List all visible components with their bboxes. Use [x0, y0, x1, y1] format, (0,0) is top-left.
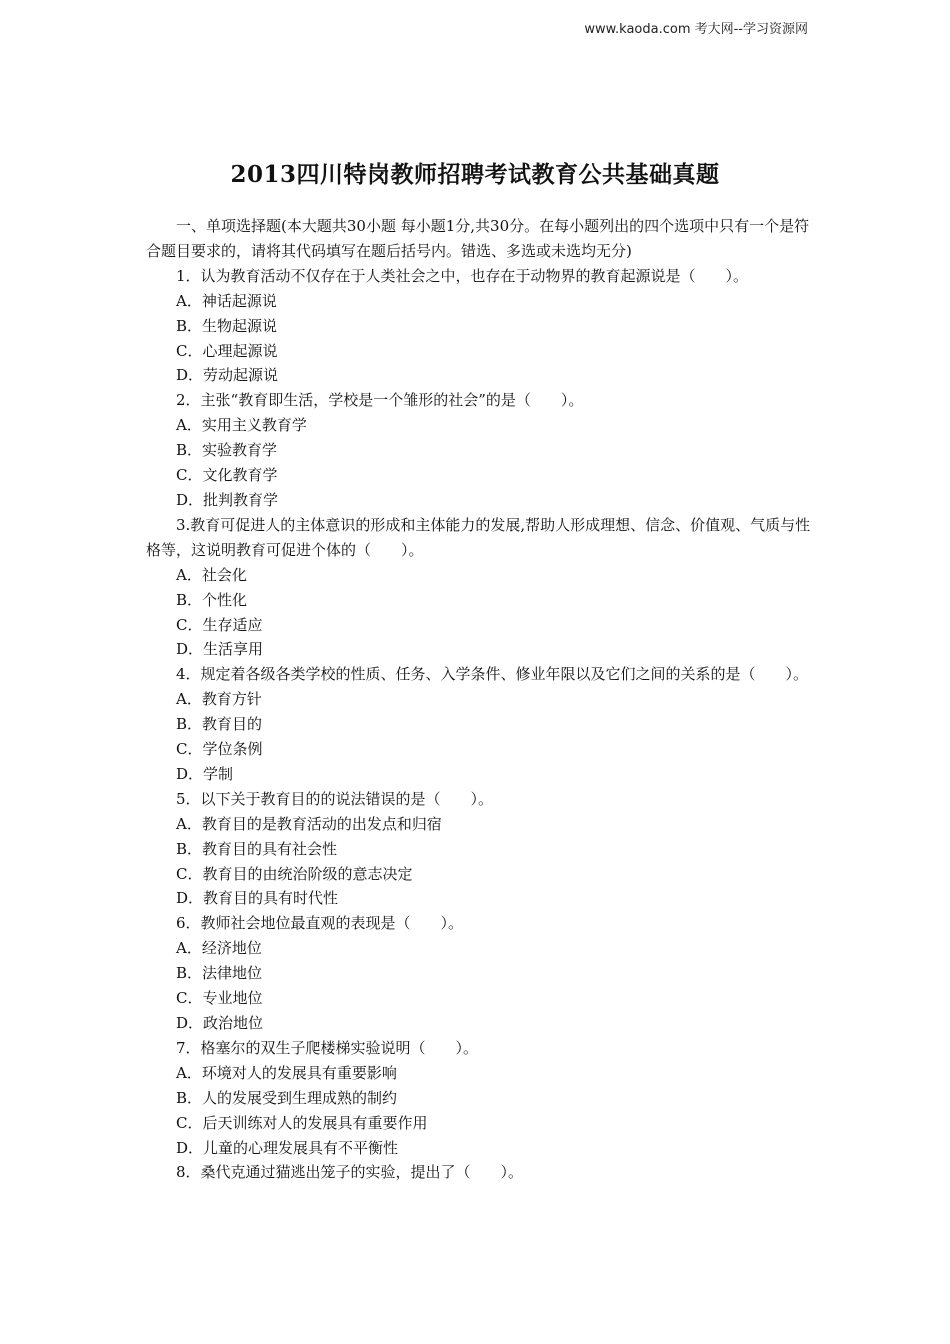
question-option: C．后天训练对人的发展具有重要作用 — [176, 1113, 428, 1132]
question-option: C．专业地位 — [176, 989, 263, 1008]
question-option: B．生物起源说 — [176, 316, 278, 335]
section-intro: 一、单项选择题(本大题共30小题 每小题1分,共30分。在每小题列出的四个选项中只有一个是符合题目要求的，请将其代码填写在题后括号内。错选、多选或未选均无分) — [146, 217, 810, 260]
question-option: D．学制 — [176, 764, 234, 783]
question-option: C．心理起源说 — [176, 341, 278, 360]
question-option: A．社会化 — [176, 565, 247, 584]
question-stem: 2．主张“教育即生活，学校是一个雏形的社会”的是（ ）。 — [176, 391, 584, 410]
question-option: D．政治地位 — [176, 1014, 264, 1032]
question-stem: 6．教师社会地位最直观的表现是（ ）。 — [176, 914, 464, 933]
question-option: B．教育目的 — [176, 715, 263, 734]
question-option: B．实验教育学 — [176, 441, 278, 460]
question-option: D．批判教育学 — [176, 490, 279, 509]
page-title: 2013四川特岗教师招聘考试教育公共基础真题 — [230, 161, 720, 188]
question-option: B．个性化 — [176, 590, 248, 609]
question-stem: 8．桑代克通过猫逃出笼子的实验，提出了（ ）。 — [176, 1163, 524, 1182]
header-site: www.kaoda.com 考大网--学习资源网 — [584, 22, 808, 37]
question-option: A．神话起源说 — [176, 291, 277, 310]
document-body — [146, 214, 812, 1185]
question-option: D．教育目的具有时代性 — [176, 889, 339, 908]
question-list — [146, 264, 812, 1186]
question-option: A．经济地位 — [176, 939, 262, 958]
question-stem: 7．格塞尔的双生子爬楼梯实验说明（ ）。 — [176, 1038, 479, 1057]
question-stem: 4．规定着各级各类学校的性质、任务、入学条件、修业年限以及它们之间的关系的是（ ）。 — [176, 665, 809, 684]
question-option: A．环境对人的发展具有重要影响 — [176, 1063, 397, 1082]
question-option: A．实用主义教育学 — [176, 416, 307, 435]
question-option: B．人的发展受到生理成熟的制约 — [176, 1088, 398, 1107]
question-option: B．法律地位 — [176, 964, 263, 983]
question-option: D．儿童的心理发展具有不平衡性 — [176, 1138, 399, 1157]
question-option: D．劳动起源说 — [176, 366, 279, 385]
question-option: A．教育方针 — [176, 690, 262, 709]
question-option: C．文化教育学 — [176, 466, 278, 485]
question-option: A．教育目的是教育活动的出发点和归宿 — [176, 814, 442, 833]
question-option: D．生活享用 — [176, 640, 264, 659]
question-stem: 3.教育可促进人的主体意识的形成和主体能力的发展,帮助人形成理想、信念、价值观、气质与性格等，这说明教育可促进个体的（ ）。 — [146, 515, 811, 559]
question-option: B．教育目的具有社会性 — [176, 839, 338, 858]
question-stem: 5．以下关于教育目的的说法错误的是（ ）。 — [176, 789, 494, 808]
question-option: C．生存适应 — [176, 615, 263, 634]
question-option: C．教育目的由统治阶级的意志决定 — [176, 864, 413, 883]
question-option: C．学位条例 — [176, 740, 263, 759]
question-stem: 1．认为教育活动不仅存在于人类社会之中，也存在于动物界的教育起源说是（ ）。 — [176, 266, 749, 285]
